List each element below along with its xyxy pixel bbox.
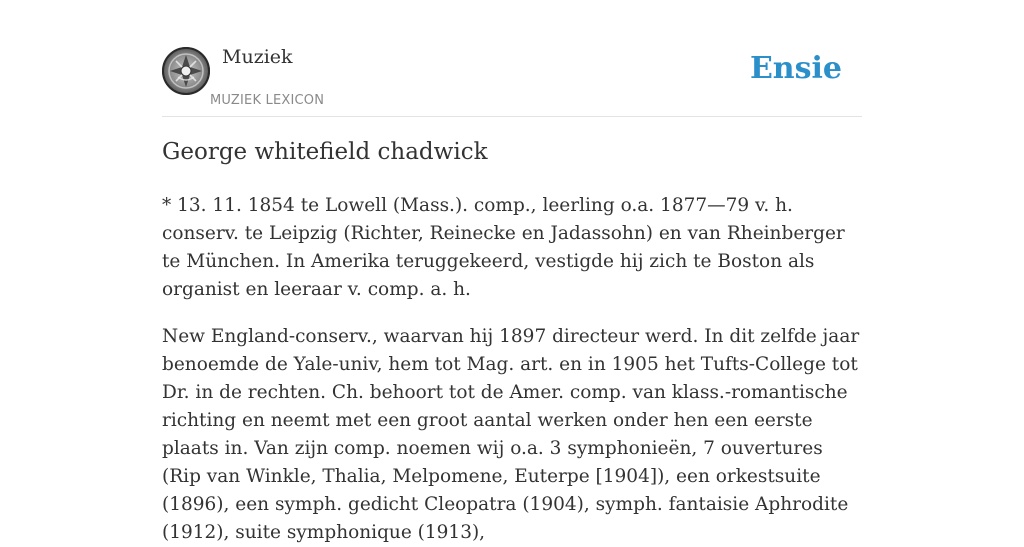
brand-logo[interactable]: Ensie bbox=[749, 51, 842, 86]
music-emblem-icon[interactable] bbox=[162, 47, 210, 95]
article-paragraph: * 13. 11. 1854 te Lowell (Mass.). comp., leerling o.a. 1877—79 v. h. conserv. te Leipzig (Richter, Reinecke en Jadassohn) en van Rheinberger te München. In Amerika teruggekeerd, vestigde hij zich te Boston als organist en leeraar v. comp. a. h. bbox=[162, 195, 845, 300]
article-paragraph: New England-conserv., waarvan hij 1897 directeur werd. In dit zelfde jaar benoemde de Yale-univ, hem tot Mag. art. en in 1905 het Tufts-College tot Dr. in de rechten. Ch. behoort tot de Amer. comp. van klass.-romantische richting en neemt met een groot aantal werken onder hen een eerste plaats in. Van zijn comp. noemen wij o.a. 3 symphonieën, 7 ouvertures (Rip van Winkle, Thalia, Melpomene, Euterpe [1904]), een orkestsuite (1896), een symph. gedicht Cleopatra (1904), symph. fantaisie Aphrodite (1912), suite symphonique (1913), bbox=[162, 326, 860, 543]
article-title: George whitefield chadwick bbox=[162, 139, 488, 165]
site-name[interactable]: Muziek bbox=[222, 46, 293, 68]
page bbox=[162, 0, 862, 543]
site-header bbox=[162, 0, 862, 117]
site-subtitle[interactable]: MUZIEK LEXICON bbox=[210, 93, 325, 108]
